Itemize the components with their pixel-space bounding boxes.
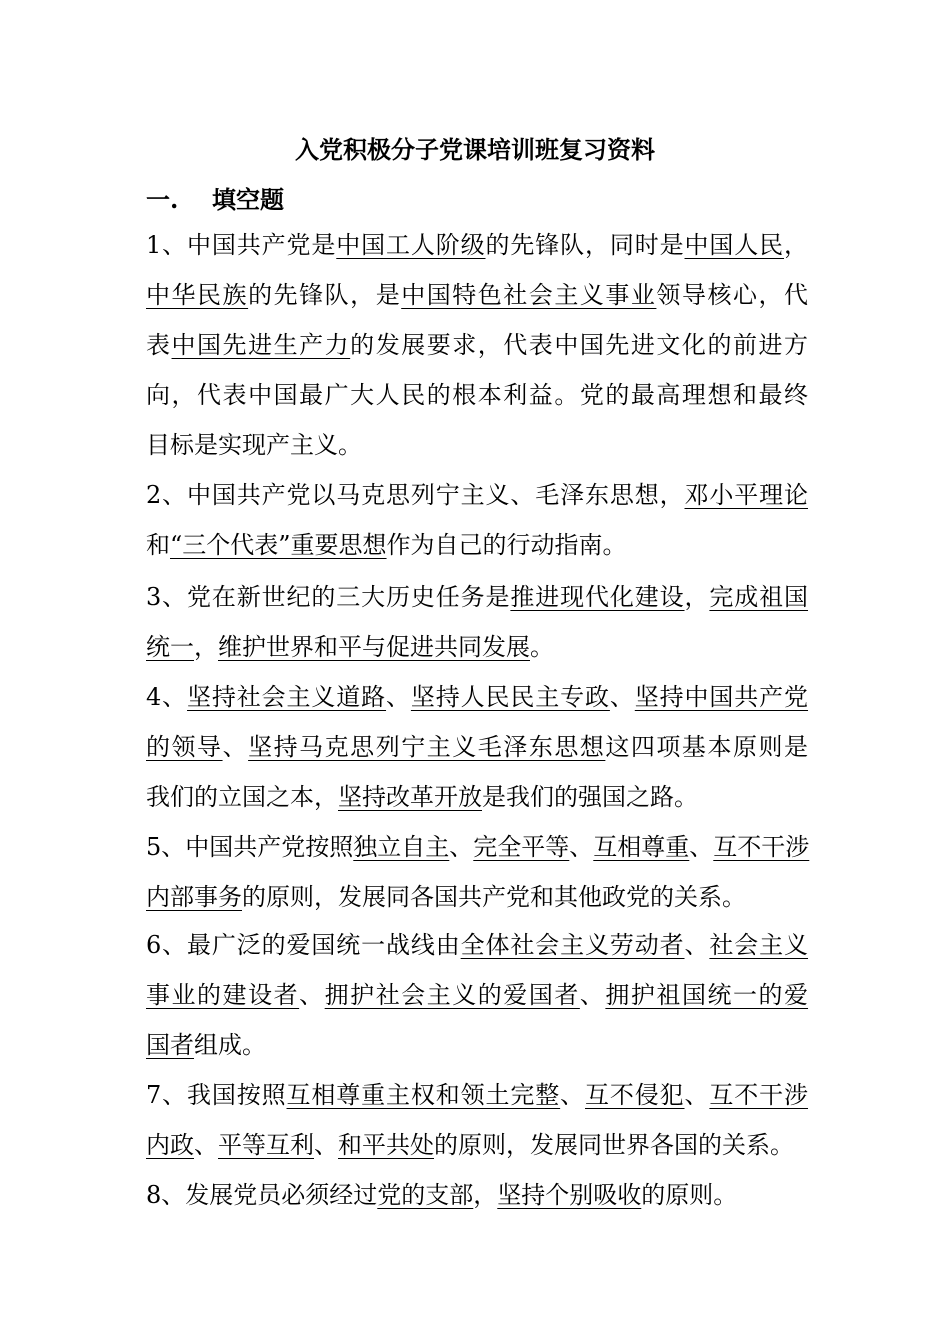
question-text: 作为自己的行动指南。 (386, 531, 627, 559)
text-line (146, 1020, 808, 1070)
answer-blank: 完全平等 (473, 833, 570, 861)
answer-blank: 平等互利 (218, 1131, 314, 1159)
question-text: 、 (560, 1081, 586, 1109)
answer-blank: 国者 (146, 1031, 194, 1059)
answer-blank: 全体社会主义劳动者 (460, 931, 685, 959)
text-line (146, 320, 808, 370)
question-text: 、 (449, 833, 474, 861)
text-line (146, 420, 808, 470)
question-text: 、 (194, 1131, 218, 1159)
question-text: 的原则，发展同各国共产党和其他政党的关系。 (242, 883, 746, 911)
text-line (146, 1170, 808, 1220)
section-label: 填空题 (212, 185, 284, 214)
question-text: 领导核心，代 (656, 281, 809, 309)
question-text: 的先锋队，同时是 (485, 231, 685, 259)
question-item (146, 1170, 808, 1220)
question-text: 和 (146, 531, 170, 559)
question-text: 我们的立国之本， (146, 783, 338, 811)
question-text: 、 (684, 931, 710, 959)
text-line (146, 370, 808, 420)
question-text: 、 (684, 1081, 710, 1109)
answer-blank: 中国人民 (684, 231, 785, 259)
answer-blank: 拥护祖国统一的爱 (605, 981, 809, 1009)
answer-blank: 互不干涉 (709, 1081, 809, 1109)
question-text: 的原则，发展同世界各国的关系。 (434, 1131, 794, 1159)
question-text: ， (194, 633, 218, 661)
answer-blank: 党的支部 (377, 1181, 474, 1209)
answer-blank: 坚持中国共产党 (634, 683, 809, 711)
question-text: 、 (579, 981, 606, 1009)
answer-blank: 坚持马克思列宁主义毛泽东思想 (248, 733, 606, 761)
question-text: 。 (530, 633, 554, 661)
answer-blank: 事业的建设者 (146, 981, 300, 1009)
text-line (146, 822, 808, 872)
question-text: 向，代表中国最广大人民的根本利益。党的最高理想和最终 (146, 381, 808, 409)
answer-blank: 中国特色社会主义事业 (401, 281, 657, 309)
text-line (146, 1070, 808, 1120)
answer-blank: 坚持个别吸收 (497, 1181, 642, 1209)
question-text: 组成。 (194, 1031, 266, 1059)
text-line (146, 520, 808, 570)
text-line (146, 470, 808, 520)
answer-blank: 统一 (146, 633, 194, 661)
question-text: ， (784, 231, 809, 259)
question-text: 2、中国共产党以马克思列宁主义、毛泽东思想， (146, 481, 685, 509)
answer-blank: 邓小平理论 (684, 481, 808, 509)
text-line (146, 1120, 808, 1170)
question-text: 的发展要求，代表中国先进文化的前进方 (350, 331, 809, 359)
question-text: 8、发展党员必须经过 (146, 1181, 378, 1209)
answer-blank: 互不侵犯 (585, 1081, 685, 1109)
question-text: 、 (569, 833, 594, 861)
answer-blank: 中国先进生产力 (171, 331, 351, 359)
answer-blank: 推进现代化建设 (510, 583, 685, 611)
text-line (146, 722, 808, 772)
question-item (146, 470, 808, 570)
text-line (146, 270, 808, 320)
question-text: 6、最广泛的爱国统一战线由 (146, 931, 461, 959)
text-line (146, 772, 808, 822)
answer-blank: 坚持改革开放 (338, 783, 482, 811)
answer-blank: 完成祖国 (709, 583, 809, 611)
answer-blank: 内政 (146, 1131, 194, 1159)
question-item (146, 220, 808, 470)
question-text: 的先锋队，是 (248, 281, 402, 309)
question-text: 是我们的强国之路。 (482, 783, 698, 811)
answer-blank: 坚持人民民主专政 (410, 683, 610, 711)
question-text: 3、党在新世纪的三大历史任务是 (146, 583, 511, 611)
answer-blank: 坚持社会主义道路 (187, 683, 387, 711)
answer-blank: 拥护社会主义的爱国者 (324, 981, 580, 1009)
question-text: 、 (386, 683, 411, 711)
question-item (146, 572, 808, 672)
answer-blank: 和平共处 (338, 1131, 434, 1159)
text-line (146, 220, 808, 270)
answer-blank: 中华民族 (146, 281, 249, 309)
question-item (146, 822, 808, 922)
question-text: 、 (299, 981, 325, 1009)
question-text: 的原则。 (641, 1181, 738, 1209)
answer-blank: 独立自主 (353, 833, 450, 861)
answer-blank: 维护世界和平与促进共同发展 (218, 633, 530, 661)
question-text: ， (684, 583, 710, 611)
answer-blank: 互不干涉 (713, 833, 810, 861)
text-line (146, 872, 808, 922)
question-text: 4、 (146, 683, 188, 711)
document-title: 入党积极分子党课培训班复习资料 (295, 135, 655, 164)
section-heading (146, 182, 284, 218)
question-text: 7、我国按照 (146, 1081, 287, 1109)
question-item (146, 920, 808, 1070)
answer-blank: 中国工人阶级 (336, 231, 486, 259)
text-line (146, 672, 808, 722)
section-number: 一. (146, 185, 179, 214)
question-text: 这四项基本原则是 (605, 733, 809, 761)
question-text: 表 (146, 331, 172, 359)
answer-blank: 社会主义 (709, 931, 809, 959)
question-item (146, 672, 808, 822)
question-text: 、 (222, 733, 249, 761)
question-item (146, 1070, 808, 1170)
question-text: 5、中国共产党按照 (146, 833, 354, 861)
question-text: 目标是实现产主义。 (146, 431, 362, 459)
text-line (146, 970, 808, 1020)
question-text: ， (473, 1181, 498, 1209)
answer-blank: 互相尊重主权和领土完整 (286, 1081, 561, 1109)
answer-blank: 的领导 (146, 733, 223, 761)
text-line (146, 622, 808, 672)
text-line (146, 920, 808, 970)
answer-blank: 互相尊重 (593, 833, 690, 861)
question-text: 1、中国共产党是 (146, 231, 337, 259)
question-text: 、 (314, 1131, 338, 1159)
answer-blank: 内部事务 (146, 883, 242, 911)
text-line (146, 572, 808, 622)
question-text: 、 (689, 833, 714, 861)
question-text: 、 (609, 683, 635, 711)
answer-blank: “三个代表”重要思想 (170, 531, 387, 559)
